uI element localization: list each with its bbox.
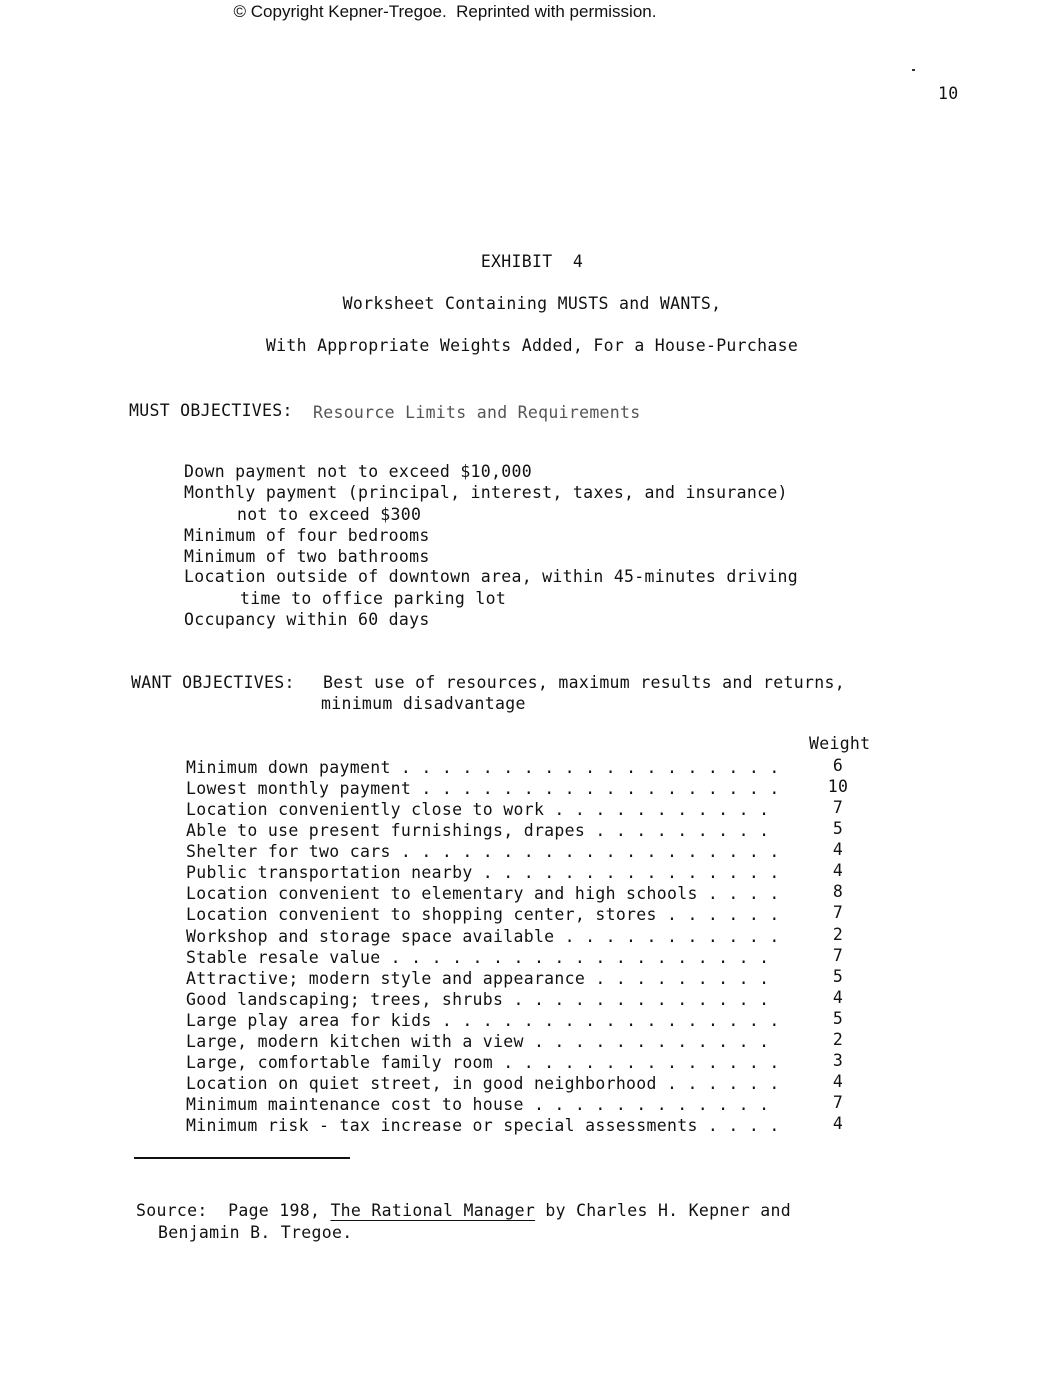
want-item-label: Minimum maintenance cost to house . . .	[186, 1095, 782, 1114]
want-item-weight: 2	[832, 1030, 844, 1049]
want-item-weight: 10	[827, 777, 849, 796]
want-item-weight: 7	[832, 903, 844, 922]
page-number: 10	[938, 84, 959, 103]
want-item-label: Location conveniently close to work . . .	[186, 800, 782, 819]
want-item-weight: 4	[832, 840, 844, 859]
want-item-weight: 5	[832, 967, 844, 986]
want-item-weight: 5	[832, 819, 844, 838]
want-item-weight: 3	[832, 1051, 844, 1070]
want-item-weight: 7	[832, 1093, 844, 1112]
want-item-weight: 4	[832, 1114, 844, 1133]
want-objectives-label: WANT OBJECTIVES:	[131, 673, 295, 692]
scan-speck	[912, 69, 915, 71]
want-item-weight: 2	[832, 925, 844, 944]
want-item-weight: 4	[832, 988, 844, 1007]
want-item-weight: 4	[832, 1072, 844, 1091]
must-objectives-label: MUST OBJECTIVES:	[129, 401, 293, 420]
want-objectives-subtitle-line2: minimum disadvantage	[321, 694, 526, 713]
list-item: Minimum of four bedrooms	[184, 526, 430, 545]
source-prefix: Source: Page 198,	[136, 1201, 321, 1220]
want-item-label: Minimum risk - tax increase or special assessments . . .	[186, 1116, 782, 1135]
want-item-label: Shelter for two cars . . .	[186, 842, 782, 861]
worksheet-title-line2: With Appropriate Weights Added, For a House-Purchase	[265, 336, 799, 355]
want-item-weight: 8	[832, 882, 844, 901]
list-item: Minimum of two bathrooms	[184, 547, 430, 566]
want-item-label: Workshop and storage space available . . .	[186, 927, 782, 946]
list-item: Down payment not to exceed $10,000	[184, 462, 532, 481]
source-citation-line1	[136, 1201, 791, 1220]
want-item-label: Location convenient to elementary and high schools . . .	[186, 884, 782, 903]
copyright-notice: © Copyright Kepner-Tregoe. Reprinted with permission.	[233, 2, 657, 21]
weight-column-header: Weight	[809, 734, 871, 753]
want-item-weight: 6	[832, 756, 844, 775]
want-item-label: Location convenient to shopping center, stores . . .	[186, 905, 782, 924]
footnote-rule	[134, 1157, 350, 1159]
want-item-weight: 4	[832, 861, 844, 880]
list-item: time to office parking lot	[240, 589, 507, 608]
want-item-label: Stable resale value . . .	[186, 948, 782, 967]
want-item-label: Lowest monthly payment . . .	[186, 779, 782, 798]
list-item: Occupancy within 60 days	[184, 610, 430, 629]
want-item-label: Attractive; modern style and appearance . . .	[186, 969, 782, 988]
want-item-label: Location on quiet street, in good neighborhood . . .	[186, 1074, 782, 1093]
list-item: Location outside of downtown area, within 45-minutes driving	[184, 567, 799, 586]
want-item-label: Large, comfortable family room . . .	[186, 1053, 782, 1072]
list-item: Monthly payment (principal, interest, taxes, and insurance)	[184, 483, 788, 502]
list-item: not to exceed $300	[237, 505, 422, 524]
want-item-label: Public transportation nearby . . .	[186, 863, 782, 882]
want-item-weight: 7	[832, 798, 844, 817]
worksheet-title-line1: Worksheet Containing MUSTS and WANTS,	[342, 294, 722, 313]
book-title: The Rational Manager	[330, 1201, 536, 1220]
want-objectives-subtitle-line1: Best use of resources, maximum results and returns,	[323, 673, 845, 692]
want-item-weight: 7	[832, 946, 844, 965]
want-item-label: Minimum down payment . . .	[186, 758, 782, 777]
want-item-label: Large play area for kids . . .	[186, 1011, 782, 1030]
want-item-label: Good landscaping; trees, shrubs . . .	[186, 990, 782, 1009]
source-citation-line2: Benjamin B. Tregoe.	[158, 1223, 353, 1242]
exhibit-title: EXHIBIT 4	[480, 252, 584, 271]
want-item-weight: 5	[832, 1009, 844, 1028]
must-objectives-subtitle: Resource Limits and Requirements	[313, 403, 641, 422]
want-item-label: Large, modern kitchen with a view . . .	[186, 1032, 782, 1051]
want-item-label: Able to use present furnishings, drapes . . .	[186, 821, 782, 840]
source-suffix: by Charles H. Kepner and	[545, 1201, 791, 1220]
